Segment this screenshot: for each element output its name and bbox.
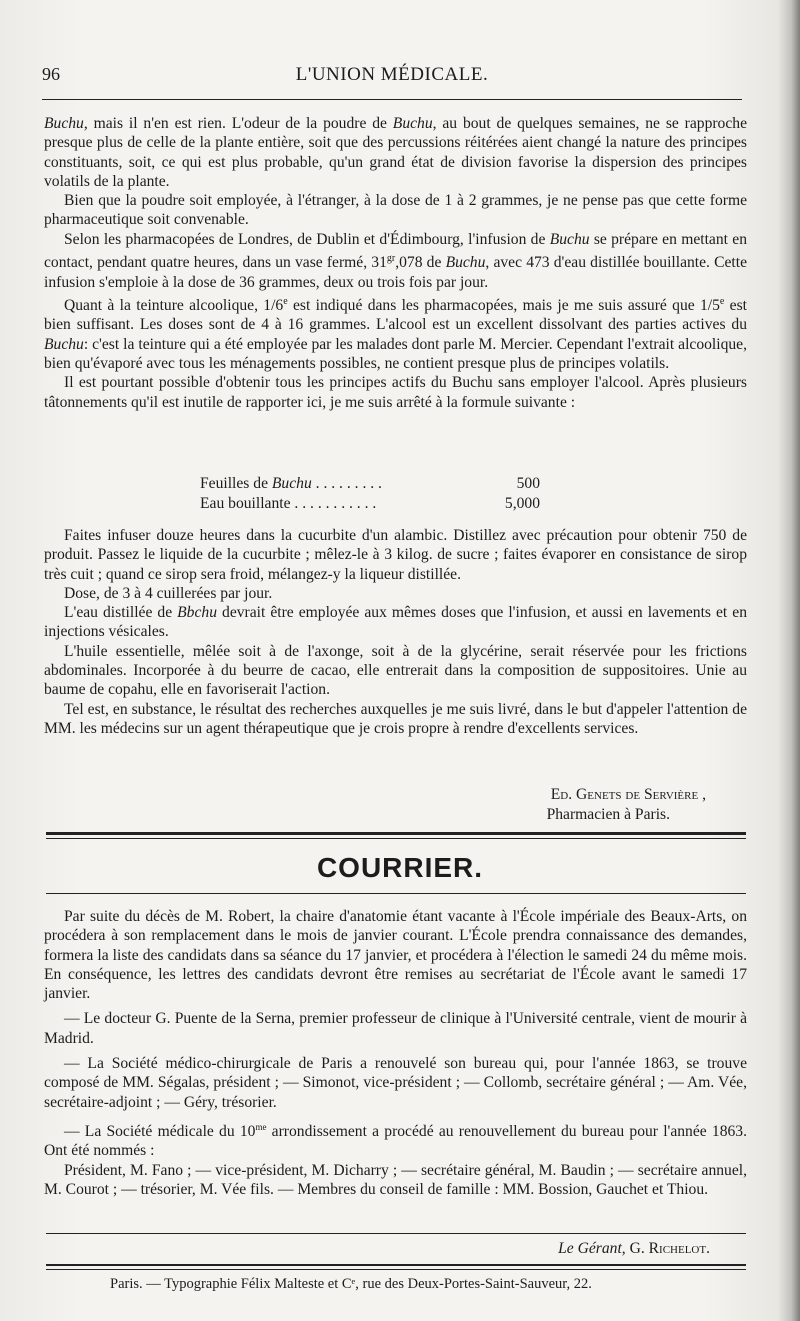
- paragraph: Buchu, mais il n'en est rien. L'odeur de la poudre de Buchu, au bout de quelques semaines, ne se rapproche presque plus de celle de la plante entière, soit que des percussions réitérées aient changé la nature des principes constituants, soit, ce qui est plus probable, qu'un grand état de division favorise la dispersion des principes volatils de la plante.: [44, 115, 747, 190]
- paragraph: Bien que la poudre soit employée, à l'étranger, à la dose de 1 à 2 grammes, je ne pense pas que cette forme pharmaceutique soit convenable.: [44, 192, 747, 229]
- title-rule: [46, 893, 746, 894]
- paragraph: Quant à la teinture alcoolique, 1/6e est indiqué dans les pharmacopées, mais je me suis assuré que 1/5e est bien suffisant. Les doses sont de 4 à 16 grammes. L'alcool est un excellent dissolvant des parties actives du Buchu: c'est la teinture qui a été employée par les malades dont parle M. Mercier. Cependant l'extrait alcoolique, bien qu'évaporé avec tous les ménagements possibles, ne contient presque plus de principes volatils.: [44, 295, 747, 372]
- bottom-rule-1: [46, 1233, 746, 1234]
- recipe-formula: [200, 474, 540, 514]
- paragraph: Faites infuser douze heures dans la cucurbite d'un alambic. Distillez avec précaution pour obtenir 750 de produit. Passez le liquide de la cucurbite ; mêlez-le à 3 kilog. de sucre ; faites évaporer en consistance de sirop très cuit ; quand ce sirop sera froid, mélangez-y la liqueur distillée.: [44, 527, 747, 583]
- paragraph: Il est pourtant possible d'obtenir tous les principes actifs du Buchu sans employer l'alcool. Après plusieurs tâtonnements qu'il est inutile de rapporter ici, je me suis arrêté à la formule suivante :: [44, 374, 747, 411]
- paragraph: L'huile essentielle, mêlée soit à de l'axonge, soit à de la glycérine, serait réservée pour les frictions abdominales. Incorporée à du beurre de cacao, elle entrerait dans la composition de suppositoires. Unie au baume de copahu, elle en favoriserait l'action.: [44, 642, 747, 699]
- news-item: Président, M. Fano ; — vice-président, M. Dicharry ; — secrétaire général, M. Baudin ; — secrétaire annuel, M. Courot ; — trésorier, M. Vée fils. — Membres du conseil de famille : MM. Bossion, Gauchet et Thiou.: [44, 1161, 747, 1199]
- courrier-body: [44, 907, 747, 1199]
- formula-row: Feuilles de Buchu . . . . . . . . . 500: [200, 475, 540, 492]
- section-title: COURRIER.: [316, 852, 484, 883]
- paragraph: Tel est, en substance, le résultat des recherches auxquelles je me suis livré, dans le but d'appeler l'attention de MM. les médecins sur un agent thérapeutique que je crois propre à rendre d'excellents services.: [44, 700, 747, 737]
- paragraph: Dose, de 3 à 4 cuillerées par jour.: [64, 584, 273, 602]
- article-body-continued: [44, 526, 747, 738]
- gerant-line: Le Gérant, G. Richelot.: [558, 1240, 710, 1257]
- news-item: — La Société médicale du $10^{me}$ arrondissement a procédé au renouvellement du bureau pour l'année 1863. Ont été nommés :: [44, 1121, 747, 1160]
- news-item: Par suite du décès de M. Robert, la chaire d'anatomie étant vacante à l'École impériale des Beaux-Arts, on procédera à son remplacement dans le mois de janvier courant. L'École prendra connaissance des demandes, formera la liste des candidats dans sa séance du 17 janvier, et procédera à l'élection le samedi 24 du même mois. En conséquence, les lettres des candidats devront être remises au secrétariat de l'École avant le samedi 17 janvier.: [44, 908, 747, 1003]
- bottom-rule-2: [46, 1264, 746, 1266]
- formula-row: Eau bouillante . . . . . . . . . . . 5,000: [200, 495, 540, 512]
- section-double-rule-bottom: [46, 838, 746, 839]
- printer-imprint: Paris. — Typographie Félix Malteste et Cᵉ, rue des Deux-Portes-Saint-Sauveur, 22.: [110, 1276, 592, 1292]
- paragraph: Selon les pharmacopées de Londres, de Dublin et d'Édimbourg, l'infusion de Buchu se prépare en mettant en contact, pendant quatre heures, dans un vase fermé, $31^{gr},078$ de Buchu, avec 473 d'eau distillée bouillante. Cette infusion s'emploie à la dose de 36 grammes, deux ou trois fois par jour.: [44, 230, 748, 291]
- bottom-rule-3: [46, 1269, 746, 1270]
- news-item: — Le docteur G. Puente de la Serna, premier professeur de clinique à l'Université centrale, vient de mourir à Madrid.: [44, 1010, 747, 1047]
- article-body: [44, 114, 747, 412]
- author-title: Pharmacien à Paris.: [546, 806, 670, 823]
- page-header: [42, 62, 742, 90]
- page-number: 96: [42, 64, 60, 84]
- page-spine-shadow: [778, 0, 800, 1321]
- section-double-rule-top: [46, 832, 746, 835]
- header-rule: [42, 99, 742, 100]
- news-item: — La Société médico-chirurgicale de Paris a renouvelé son bureau qui, pour l'année 1863, se trouve composé de MM. Ségalas, président ; — Simonot, vice-président ; — Collomb, secrétaire général ; — Am. Vée, secrétaire-adjoint ; — Géry, trésorier.: [44, 1055, 747, 1111]
- running-title: L'UNION MÉDICALE.: [295, 64, 489, 85]
- paragraph: L'eau distillée de Bbchu devrait être employée aux mêmes doses que l'infusion, et aussi en lavements et en injections vésicales.: [44, 604, 748, 641]
- author-signature: Ed. Genets de Servière ,: [550, 786, 706, 803]
